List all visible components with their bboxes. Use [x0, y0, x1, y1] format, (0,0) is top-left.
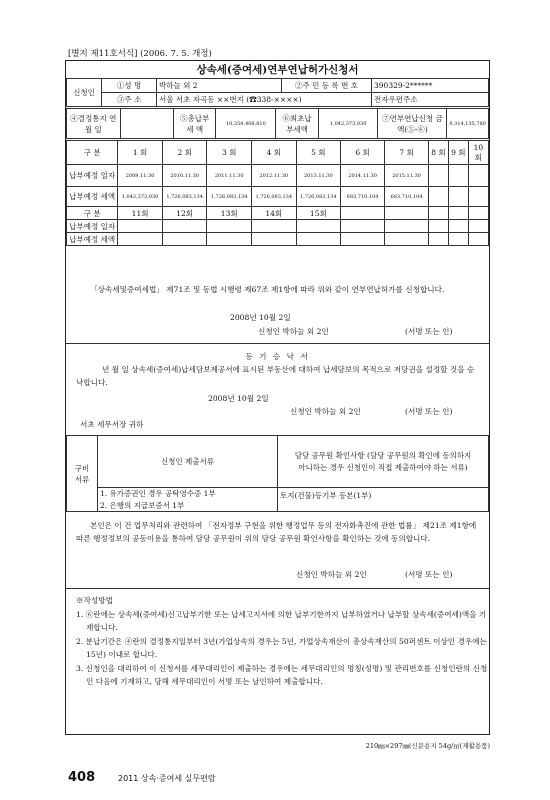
first-tax-label: ⑥최초납 부세액: [276, 109, 319, 139]
consent-title: 등 기 승 낙 서: [245, 352, 310, 361]
rrn-value: 390329-2******: [372, 79, 489, 93]
divider-2: [66, 588, 489, 589]
installment-date: [207, 220, 252, 233]
request-signer: 신청인 박하늘 외 2인: [258, 327, 329, 336]
consent-date: 2008년 10월 2일: [208, 394, 269, 403]
installment-amount: 1,042,373,030: [118, 187, 163, 207]
decision-date-value: [120, 109, 173, 139]
page-title: 2011 상속·증여세 실무편람: [118, 774, 216, 783]
installment-amount: [207, 233, 252, 246]
page-number: 408: [68, 770, 96, 785]
request-sign-note: (서명 또는 인): [405, 327, 453, 336]
installment-column-header: 14회: [251, 207, 296, 220]
installment-amount: 683,710,104: [385, 187, 429, 207]
amounts-table: [66, 108, 489, 139]
installment-amount: [448, 233, 468, 246]
installment-column-header: 1 회: [118, 141, 163, 165]
installment-column-header: 12회: [162, 207, 207, 220]
installment-date: [448, 220, 468, 233]
first-tax-value: 1,042,373,030: [318, 109, 378, 139]
total-tax-value: 10,358,408,810: [216, 109, 276, 139]
installment-date: [429, 220, 449, 233]
installment-column-header: 10 회: [468, 141, 488, 165]
schedule-amount-label-2: 납부예정 세액: [67, 233, 118, 246]
installment-column-header: [341, 207, 385, 220]
installment-column-header: 8 회: [429, 141, 449, 165]
installment-column-header: 7 회: [385, 141, 429, 165]
installment-amount: 1,726,083,134: [296, 187, 341, 207]
divider: [66, 343, 489, 344]
address-label: ③주 소: [102, 93, 157, 107]
installment-date: [296, 220, 341, 233]
installment-column-header: 2 회: [162, 141, 207, 165]
installment-date: [385, 220, 429, 233]
installment-date: 2010.11.30: [162, 165, 207, 187]
installment-amount: [162, 233, 207, 246]
installment-date: [251, 220, 296, 233]
installment-column-header: 9 회: [448, 141, 468, 165]
installment-column-header: 15회: [296, 207, 341, 220]
note-item-1: 1. ⑥란에는 상속세(증여세)신고납부기한 또는 납세고지서에 의한 납부기한까지 납부하였거나 납부할 상속세(증여세)액을 기재합니다.: [76, 610, 487, 632]
installment-date: [468, 220, 488, 233]
installment-amount: 1,726,083,134: [162, 187, 207, 207]
note-item-3: 3. 신청인을 대리하여 이 신청서를 세무대리인이 제출하는 경우에는 세무대리인의 명칭(성명) 및 관리번호를 신청인란의 신청인 다음에 기재하고, 당해 세무대리인이 서명 또는 날인하여 제출합니다.: [76, 664, 488, 686]
installment-column-header: 4 회: [251, 141, 296, 165]
officer-check-head: 담당 공무원 확인사항 (담당 공무원의 확인에 동의하지 아니하는 경우 신청인이 직접 제출하여야 하는 서류): [278, 436, 489, 488]
officer-item: 토지(건물)등기부 등본(1부): [278, 488, 489, 512]
applicant-label: 신청인: [67, 79, 102, 107]
installment-date: 2011.11.30: [207, 165, 252, 187]
schedule-date-label-2: 납부예정 일자: [67, 220, 118, 233]
installment-amount: 683,710,104: [341, 187, 385, 207]
name-value: 박하늘 외 2: [157, 79, 282, 93]
documents-side: 구비서류: [67, 436, 98, 512]
installment-amount-value: 9,314,135,780: [447, 109, 489, 139]
request-text: 「상속세및증여세법」 제71조 및 동법 시행령 제67조 제1항에 따라 위와 같이 연부연납허가를 신청합니다.: [90, 285, 445, 294]
notes-title: ※작성방법: [76, 596, 113, 605]
installment-date: [468, 165, 488, 187]
decision-date-label: ④결정통지 연 월 일: [67, 109, 121, 139]
form-number: [별지 제11호서식] (2006. 7. 5. 개정): [68, 49, 212, 59]
schedule-gubun-2: 구 분: [67, 207, 118, 220]
note-item-2: 2. 분납기간은 ④란의 결정통지일부터 3년(가업상속의 경우는 5년, 가업상속재산이 총상속재산의 50퍼센트 이상인 경우에는 15년) 이내로 합니다.: [76, 637, 487, 659]
request-date: 2008년 10월 2일: [230, 313, 291, 322]
installment-column-header: 3 회: [207, 141, 252, 165]
doc-item-1: 1. 유가증권인 경우 공탁영수증 1부: [98, 488, 278, 500]
doc-item-2: 2. 은행의 지급보증서 1부: [98, 500, 278, 512]
agreement-text: 본인은 이 건 업무처리와 관련하여 「전자정부 구현을 위한 행정업무 등의 전자화촉진에 관한 법률」 제21조 제1항에 따른 행정정보의 공동이용을 통하여 담당 공무원이 위의 담당 공무원 확인사항을 확인하는 것에 동의합니다.: [76, 521, 477, 543]
installment-amount: [429, 233, 449, 246]
installment-amount-label: ⑦연부연납신청 금액(⑤-⑥): [378, 109, 447, 139]
installment-amount: [118, 233, 163, 246]
installment-column-header: 11회: [118, 207, 163, 220]
rrn-label: ②주 민 등 록 번 호: [282, 79, 372, 93]
installment-amount: [429, 187, 449, 207]
installment-date: [162, 220, 207, 233]
schedule-date-label: 납부예정 일자: [67, 165, 118, 187]
paper-note: 210㎜×297㎜(신문용지 54g/㎡(재활용품): [365, 742, 490, 750]
installment-date: 2014.11.30: [341, 165, 385, 187]
installment-date: 2012.11.30: [251, 165, 296, 187]
consent-signer: 신청인 박하늘 외 2인: [290, 407, 361, 416]
installment-column-header: [468, 207, 488, 220]
agreement-sign-note: (서명 또는 인): [405, 570, 453, 579]
installment-date: [429, 165, 449, 187]
installment-amount: [468, 233, 488, 246]
installment-column-header: 5 회: [296, 141, 341, 165]
installment-amount: [468, 187, 488, 207]
installment-amount: [251, 233, 296, 246]
applicant-docs-head: 신청인 제출서류: [98, 436, 278, 488]
installment-column-header: 6 회: [341, 141, 385, 165]
installment-date: 2013.11.30: [296, 165, 341, 187]
installment-date: 2015.11.30: [385, 165, 429, 187]
installment-date: [118, 220, 163, 233]
installment-date: [448, 165, 468, 187]
agreement-signer: 신청인 박하늘 외 2인: [296, 570, 367, 579]
consent-text: 년 월 일 상속세(증여세)납세담보제공서에 표시된 부동산에 대하여 납세담보의 목적으로 저당권을 설정할 것을 승낙합니다.: [76, 365, 475, 387]
schedule-gubun: 구 분: [67, 141, 118, 165]
address-value: 서울 서초 자곡동 ××번지 (☎338-××××): [157, 93, 372, 107]
total-tax-label: ⑤총납부 세 액: [173, 109, 216, 139]
installment-amount: [341, 233, 385, 246]
schedule-table: [66, 140, 489, 246]
email-label: 전자우편주소: [372, 93, 489, 107]
installment-date: 2009.11.30: [118, 165, 163, 187]
installment-date: [341, 220, 385, 233]
installment-amount: 1,726,083,134: [207, 187, 252, 207]
consent-to: 서초 세무서장 귀하: [80, 420, 144, 429]
installment-column-header: [385, 207, 429, 220]
installment-amount: 1,726,083,134: [251, 187, 296, 207]
installment-amount: [385, 233, 429, 246]
documents-table: [66, 435, 489, 512]
installment-amount: [296, 233, 341, 246]
installment-amount: [448, 187, 468, 207]
consent-sign-note: (서명 또는 인): [405, 407, 453, 416]
name-label: ①성 명: [102, 79, 157, 93]
installment-column-header: [448, 207, 468, 220]
installment-column-header: [429, 207, 449, 220]
schedule-amount-label: 납부예정 세액: [67, 187, 118, 207]
installment-column-header: 13회: [207, 207, 252, 220]
applicant-table: [66, 78, 489, 107]
form-title: 상속세(증여세)연부연납허가신청서: [66, 62, 489, 79]
